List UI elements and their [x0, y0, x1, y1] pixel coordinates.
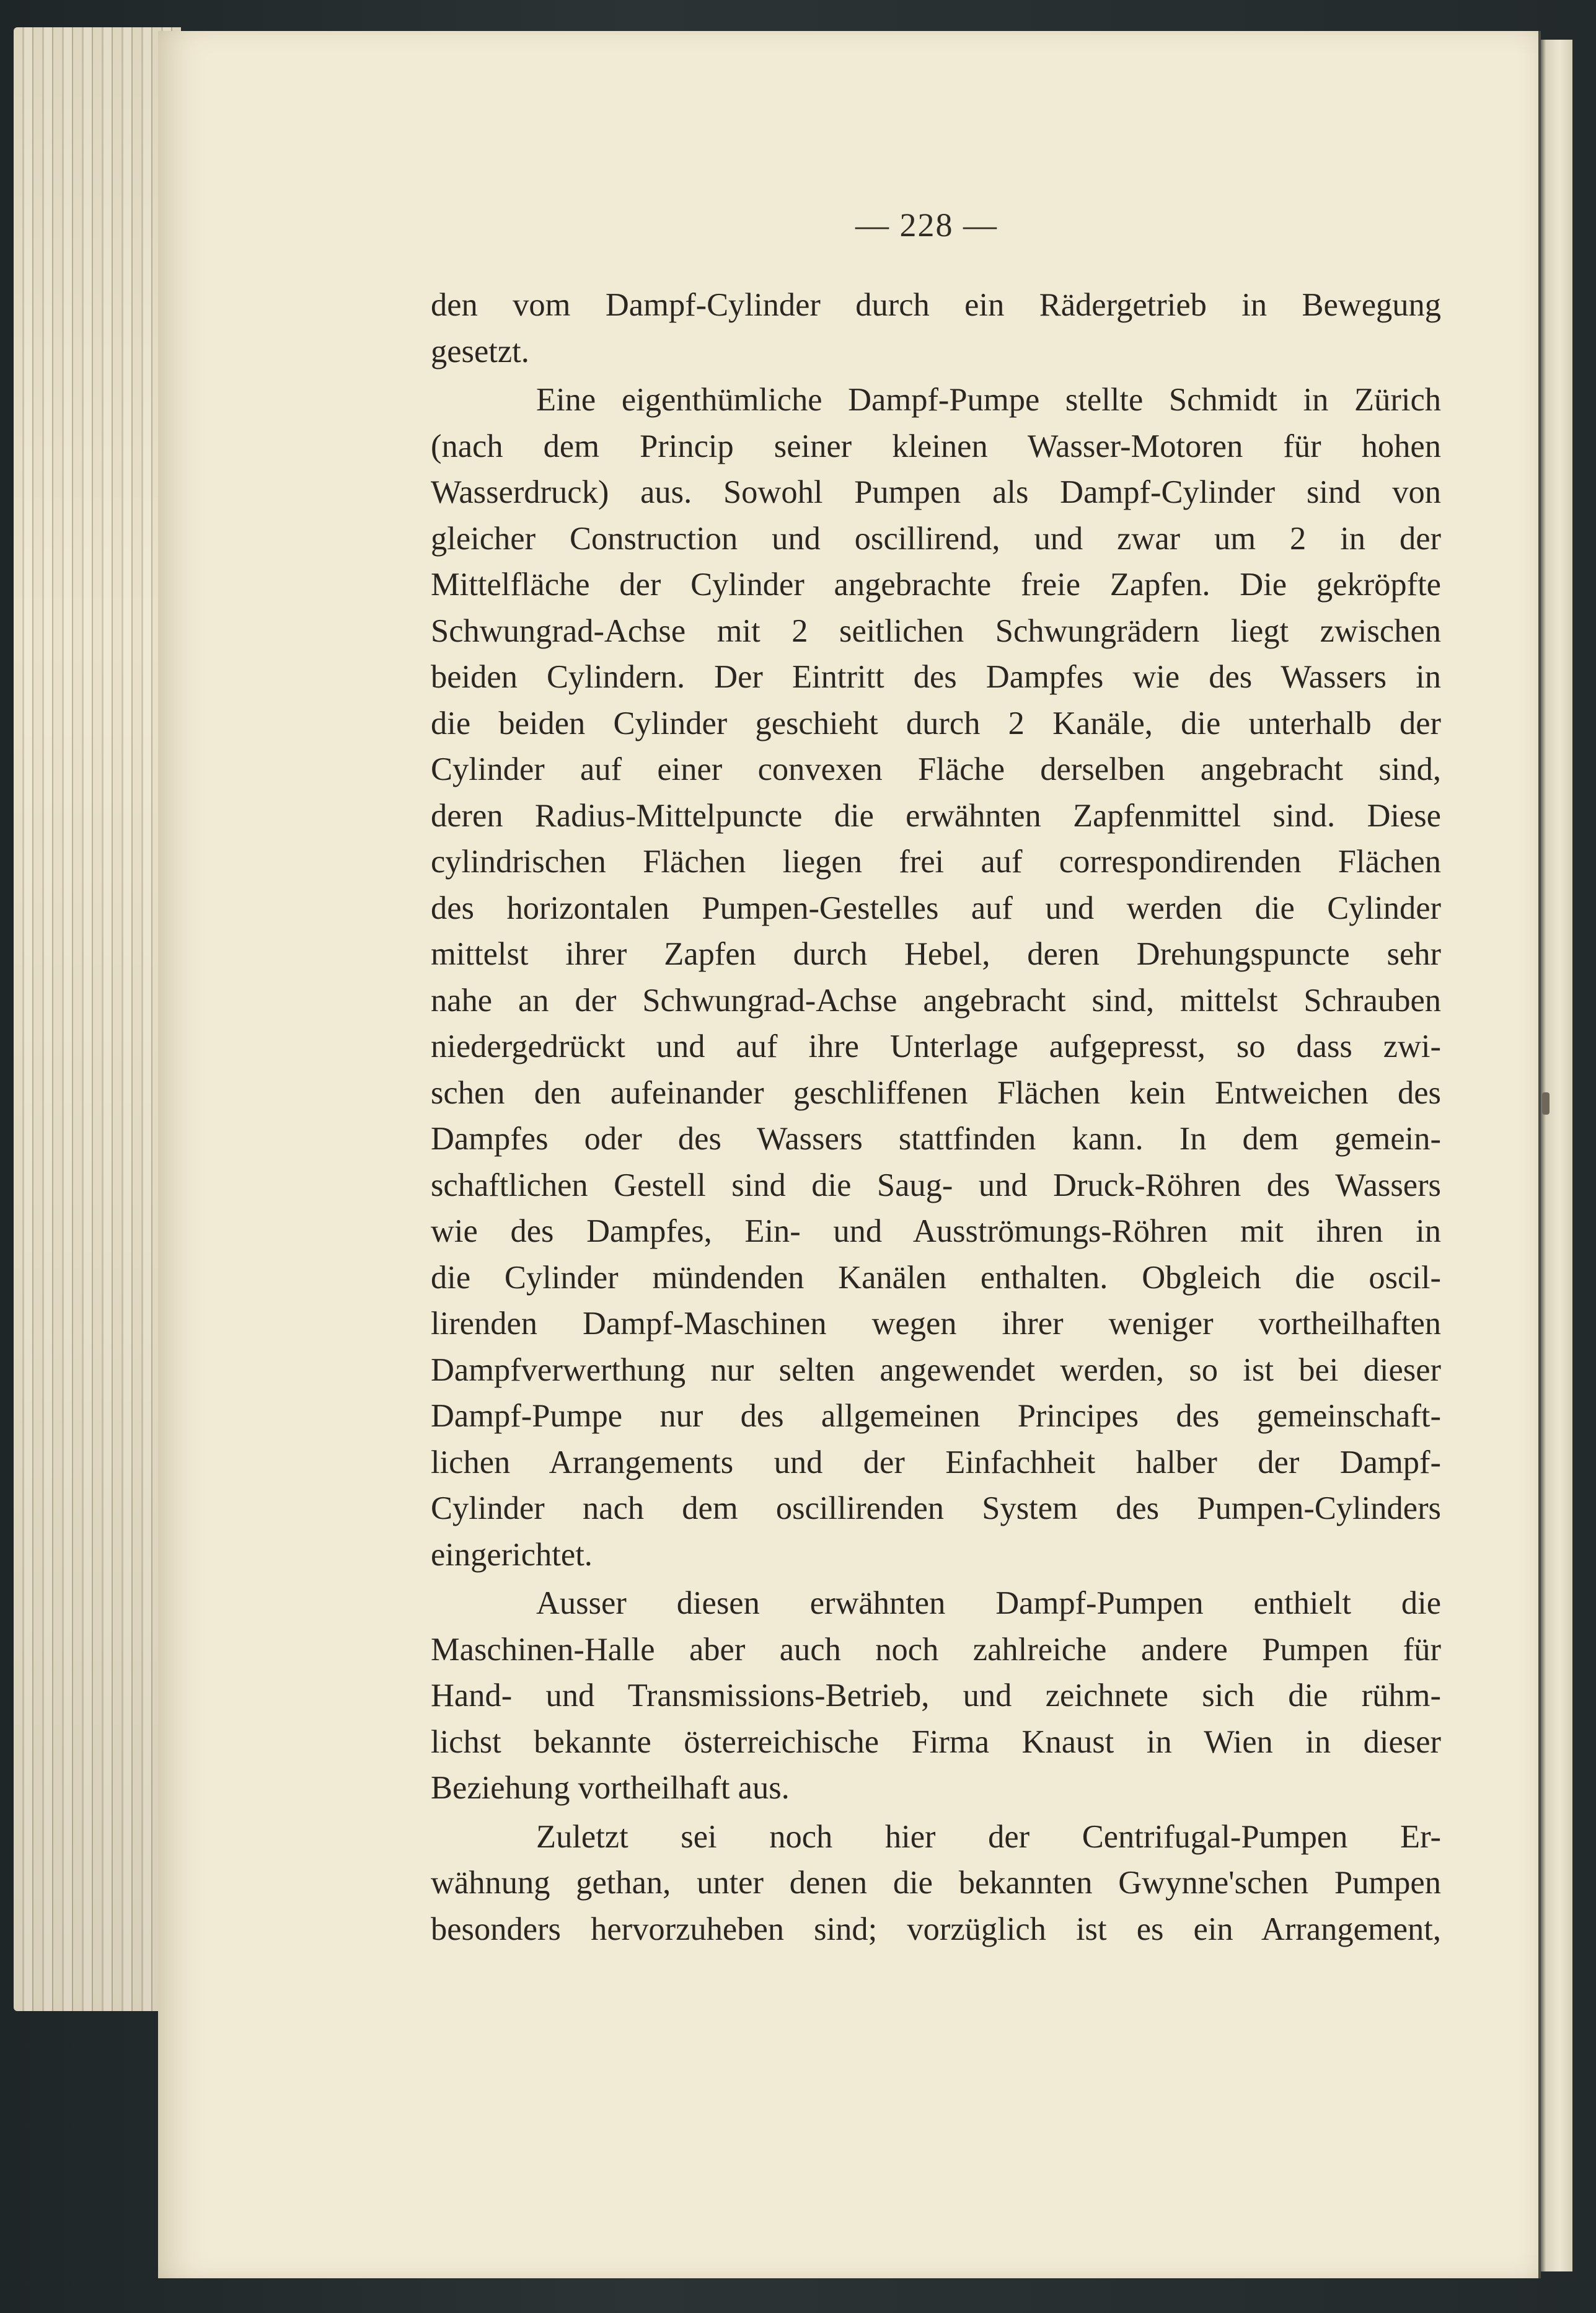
text-line: Eine eigenthümliche Dampf-Pumpe stellte Schmidt in Zürich — [536, 382, 1441, 418]
page-gutter — [1538, 31, 1541, 2278]
text-line: Maschinen-Halle aber auch noch zahlreiche andere Pumpen für — [431, 1631, 1441, 1668]
text-line: die Cylinder mündenden Kanälen enthalten. Obgleich die oscil- — [431, 1259, 1441, 1296]
text-line: den vom Dampf-Cylinder durch ein Rädergetrieb in Bewegung — [431, 287, 1441, 323]
next-page-edge — [1540, 40, 1572, 2271]
text-line: Dampfverwerthung nur selten angewendet werden, so ist bei dieser — [431, 1351, 1441, 1388]
text-line: nahe an der Schwungrad-Achse angebracht sind, mittelst Schrauben — [431, 982, 1441, 1019]
text-line: gleicher Construction und oscillirend, und zwar um 2 in der — [431, 520, 1441, 557]
text-line: die beiden Cylinder geschieht durch 2 Kanäle, die unterhalb der — [431, 705, 1441, 741]
text-line: Cylinder nach dem oscillirenden System des Pumpen-Cylinders — [431, 1490, 1441, 1526]
text-line: wie des Dampfes, Ein- und Ausströmungs-Röhren mit ihren in — [431, 1213, 1441, 1249]
text-line: deren Radius-Mittelpuncte die erwähnten Zapfenmittel sind. Diese — [431, 797, 1441, 834]
page-number: — 228 — — [855, 206, 998, 244]
text-line: Wasserdruck) aus. Sowohl Pumpen als Dampf-Cylinder sind von — [431, 474, 1441, 510]
text-line: cylindrischen Flächen liegen frei auf correspondirenden Flächen — [431, 844, 1441, 880]
text-line: lichen Arrangements und der Einfachheit halber der Dampf- — [431, 1444, 1441, 1480]
text-line: niedergedrückt und auf ihre Unterlage aufgepresst, so dass zwi- — [431, 1028, 1441, 1064]
text-line: eingerichtet. — [431, 1536, 593, 1573]
text-line: lirenden Dampf-Maschinen wegen ihrer weniger vortheilhaften — [431, 1306, 1441, 1342]
text-line: gesetzt. — [431, 333, 529, 369]
text-line: Hand- und Transmissions-Betrieb, und zeichnete sich die rühm- — [431, 1678, 1441, 1714]
text-line: Dampfes oder des Wassers stattfinden kann. In dem gemein- — [431, 1121, 1441, 1157]
body-text — [431, 282, 1441, 1952]
text-line: des horizontalen Pumpen-Gestelles auf und werden die Cylinder — [431, 890, 1441, 926]
text-line: lichst bekannte österreichische Firma Knaust in Wien in dieser — [431, 1723, 1441, 1760]
text-line: schen den aufeinander geschliffenen Flächen kein Entweichen des — [431, 1074, 1441, 1111]
text-line: Ausser diesen erwähnten Dampf-Pumpen enthielt die — [536, 1585, 1441, 1621]
text-line: beiden Cylindern. Der Eintritt des Dampfes wie des Wassers in — [431, 659, 1441, 695]
text-line: Schwungrad-Achse mit 2 seitlichen Schwungrädern liegt zwischen — [431, 613, 1441, 649]
text-line: (nach dem Princip seiner kleinen Wasser-Motoren für hohen — [431, 428, 1441, 464]
text-line: Dampf-Pumpe nur des allgemeinen Principes des gemeinschaft- — [431, 1398, 1441, 1434]
page-mark — [1542, 1092, 1550, 1115]
text-line: schaftlichen Gestell sind die Saug- und Druck-Röhren des Wassers — [431, 1167, 1441, 1203]
text-line: wähnung gethan, unter denen die bekannten Gwynne'schen Pumpen — [431, 1865, 1441, 1901]
page-edges-shade — [14, 27, 181, 2011]
text-line: Mittelfläche der Cylinder angebrachte freie Zapfen. Die gekröpfte — [431, 567, 1441, 603]
text-line: Zuletzt sei noch hier der Centrifugal-Pumpen Er- — [536, 1818, 1441, 1855]
text-line: Cylinder auf einer convexen Fläche derselben angebracht sind, — [431, 751, 1441, 787]
text-line: mittelst ihrer Zapfen durch Hebel, deren Drehungspuncte sehr — [431, 936, 1441, 972]
text-line: Beziehung vortheilhaft aus. — [431, 1770, 790, 1806]
text-line: besonders hervorzuheben sind; vorzüglich ist es ein Arrangement, — [431, 1911, 1441, 1947]
